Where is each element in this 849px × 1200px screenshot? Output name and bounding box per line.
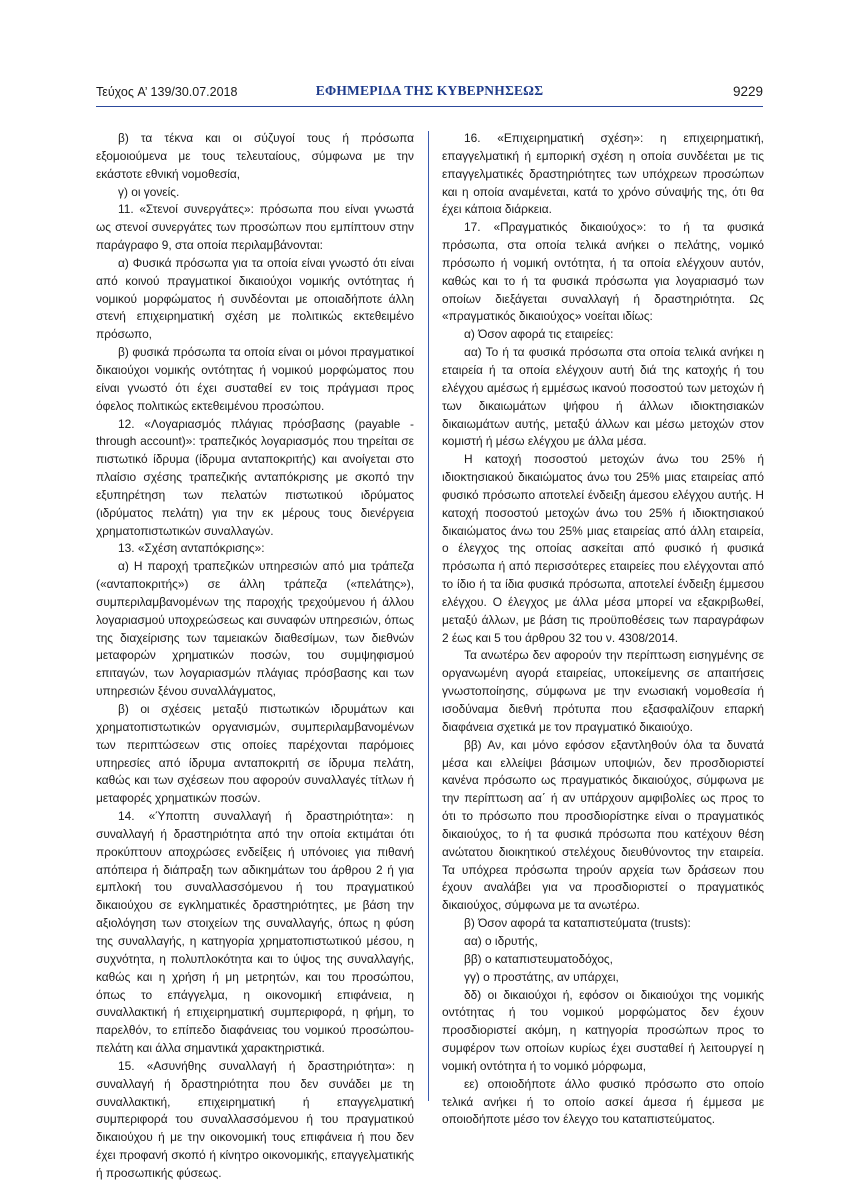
paragraph: γγ) ο προστάτης, αν υπάρχει,: [464, 969, 619, 984]
paragraph: 12. «Λογαριασμός πλάγιας πρόσβασης (payable - through account)»: τραπεζικός λογαριασμός που τηρείται σε πιστωτικό ίδρυμα (ίδρυμα ανταποκριτής) και ανοίγεται στο πλαίσιο σχέσης τραπεζικής ανταπόκρισης με σκοπό την εξυπηρέτηση των πελατών πιστωτικού ιδρύματος (ιδρύματος πελάτη) για την εκ μέρους τους διενέργεια χρηματοπιστωτικών συναλλαγών.: [96, 416, 414, 538]
paragraph: ββ) Αν, και μόνο εφόσον εξαντληθούν όλα τα δυνατά μέσα και ελλείψει βάσιμων υποψιών, δεν προσδιοριστεί κανένα πρόσωπο ως πραγματικός δικαιούχος, σύμφωνα με την περίπτωση αα΄ ή αν υπάρχουν αμφιβολίες ως προς το ότι το πρόσωπο που προσδιορίστηκε είναι ο πραγματικός δικαιούχος, το ή τα φυσικά πρόσωπα που κατέχουν θέση ανώτατου διοικητικού στελέχους διευθύνοντος την εταιρεία. Τα υπόχρεα πρόσωπα τηρούν αρχεία των δράσεων που έχουν αναλάβει για να προσδιοριστεί ο πραγματικός δικαιούχος, σύμφωνα με τα ανωτέρω.: [442, 737, 764, 913]
paragraph: α) Όσον αφορά τις εταιρείες:: [464, 327, 614, 342]
paragraph: β) φυσικά πρόσωπα τα οποία είναι οι μόνοι πραγματικοί δικαιούχοι νομικής οντότητας ή νομικού μορφώματος που είναι γνωστό ότι έχει συσταθεί εν τοις πράγμασι προς όφελος πολιτικώς εκτεθειμένου προσώπου.: [96, 345, 414, 413]
paragraph: εε) οποιοδήποτε άλλο φυσικό πρόσωπο στο οποίο τελικά ανήκει ή το οποίο ασκεί άμεσα ή έμμεσα με οποιοδήποτε μέσο τον έλεγχο του καταπιστεύματος.: [442, 1076, 764, 1127]
left-column: [96, 130, 414, 1183]
paragraph: ββ) ο καταπιστευματοδόχος,: [464, 951, 613, 966]
paragraph: αα) Το ή τα φυσικά πρόσωπα στα οποία τελικά ανήκει η εταιρεία ή τα οποία ελέγχουν αυτή διά της κατοχής ή του ελέγχου αμέσως ή εμμέσως ικανού ποσοστού των μετοχών ή των δικαιωμάτων ψήφου ή άλλων ιδιοκτησιακών δικαιωμάτων αυτής, μεταξύ άλλων και μέσω μετοχών στον κομιστή ή μέσω ελέγχου με άλλα μέσα.: [442, 345, 764, 449]
paragraph: Τα ανωτέρω δεν αφορούν την περίπτωση εισηγμένης σε οργανωμένη αγορά εταιρείας, υποκείμενης σε απαιτήσεις γνωστοποίησης, σύμφωνα με την ενωσιακή νομοθεσία ή ισοδύναμα διεθνή πρότυπα που εξασφαλίζουν επαρκή διαφάνεια σχετικά με τον πραγματικό δικαιούχο.: [442, 648, 764, 734]
paragraph: 15. «Ασυνήθης συναλλαγή ή δραστηριότητα»: η συναλλαγή ή δραστηριότητα που δεν συνάδει με τη συναλλακτική, επιχειρηματική ή επαγγελματική συμπεριφορά του συναλλασσόμενου ή του πραγματικού δικαιούχου ή με την οικονομική τους επιφάνεια ή που δεν έχει προφανή σκοπό ή κίνητρο οικονομικής, επαγγελματικής ή προσωπικής φύσεως.: [96, 1058, 414, 1180]
gazette-title: ΕΦΗΜΕΡΙΔΑ ΤΗΣ ΚΥΒΕΡΝΗΣΕΩΣ: [315, 83, 544, 98]
paragraph: 13. «Σχέση ανταπόκρισης»:: [118, 541, 265, 556]
paragraph: β) τα τέκνα και οι σύζυγοί τους ή πρόσωπα εξομοιούμενα με τους τελευταίους, σύμφωνα με την εκάστοτε εθνική νομοθεσία,: [96, 131, 414, 181]
right-column: [442, 130, 764, 1129]
paragraph: α) Φυσικά πρόσωπα για τα οποία είναι γνωστό ότι είναι από κοινού πραγματικοί δικαιούχοι νομικής οντότητας ή νομικού μορφώματος ή συνδέονται με οποιαδήποτε άλλη στενή επιχειρηματική σχέση με πολιτικώς εκτεθειμένο πρόσωπο,: [96, 255, 414, 342]
column-divider: [428, 131, 429, 1101]
paragraph: δδ) οι δικαιούχοι ή, εφόσον οι δικαιούχοι της νομικής οντότητας ή του νομικού μορφώματος δεν έχουν προσδιοριστεί ακόμη, η κατηγορία προσώπων προς το συμφέρον των οποίων κυρίως έχει συσταθεί ή λειτουργεί η νομική οντότητα ή το νομικό μόρφωμα,: [442, 987, 764, 1073]
paragraph: 17. «Πραγματικός δικαιούχος»: το ή τα φυσικά πρόσωπα, στα οποία τελικά ανήκει ο πελάτης, νομικό πρόσωπο ή νομική οντότητα, ή τα οποία ελέγχουν αυτόν, καθώς και το ή τα φυσικά πρόσωπα για λογαριασμό των οποίων διεξάγεται συναλλαγή ή δραστηριότητα. Ως «πραγματικός δικαιούχος» νοείται ιδίως:: [442, 220, 764, 324]
page-number: 9229: [732, 84, 763, 99]
paragraph: β) Όσον αφορά τα καταπιστεύματα (trusts):: [464, 916, 691, 931]
paragraph: α) Η παροχή τραπεζικών υπηρεσιών από μια τράπεζα («ανταποκριτής») σε άλλη τράπεζα («πελάτης»), συμπεριλαμβανομένων της παροχής τρεχούμενου ή άλλου λογαριασμού υποχρεώσεως και συναφών υπηρεσιών, όπως της διαχείρισης των ταμειακών διαθεσίμων, των διεθνών μεταφορών χρηματικών ποσών, του συμψηφισμού επιταγών, των λογαριασμών πλάγιας πρόσβασης και των υπηρεσιών ξένου συναλλάγματος,: [96, 559, 414, 699]
paragraph: β) οι σχέσεις μεταξύ πιστωτικών ιδρυμάτων και χρηματοπιστωτικών οργανισμών, συμπεριλαμβανομένων των περιπτώσεων στις οποίες παρέχονται παρόμοιες υπηρεσίες από ίδρυμα ανταποκριτή σε ίδρυμα πελάτη, καθώς και των σχέσεων που αφορούν συναλλαγές τίτλων ή μεταφορές χρηματικών ποσών.: [96, 702, 414, 806]
paragraph: αα) ο ιδρυτής,: [464, 933, 538, 948]
header-rule: [96, 106, 763, 107]
issue-reference: Τεύχος A’ 139/30.07.2018: [96, 85, 238, 99]
paragraph: 11. «Στενοί συνεργάτες»: πρόσωπα που είναι γνωστά ως στενοί συνεργάτες των προσώπων που εμπίπτουν στην παράγραφο 9, στα οποία περιλαμβάνονται:: [96, 202, 414, 253]
page-header: [96, 83, 763, 105]
paragraph: 16. «Επιχειρηματική σχέση»: η επιχειρηματική, επαγγελματική ή εμπορική σχέση η οποία συνδέεται με τις επαγγελματικές δραστηριότητες των υπόχρεων προσώπων και η οποία αναμένεται, κατά το χρόνο σύναψής της, ότι θα έχει κάποια διάρκεια.: [442, 131, 764, 217]
paragraph: 14. «Ύποπτη συναλλαγή ή δραστηριότητα»: η συναλλαγή ή δραστηριότητα από την οποία εκτιμάται ότι προκύπτουν αποχρώσες ενδείξεις ή υπόνοιες για πιθανή απόπειρα ή διάπραξη των αδικημάτων του άρθρου 2 ή για εμπλοκή του συναλλασσόμενου ή του πραγματικού δικαιούχου σε εγκληματικές δραστηριότητες, με βάση την αξιολόγηση των στοιχείων της συναλλαγής, όπως η φύση της συναλλαγής, η κατηγορία χρηματοπιστωτικού μέσου, η συχνότητα, η πολυπλοκότητα και το ύψος της συναλλαγής, καθώς και η χρήση ή μη μετρητών, και του προσώπου, όπως το επάγγελμα, η οικονομική επιφάνεια, η συναλλακτική ή επιχειρηματική συμπεριφορά, η φήμη, το παρελθόν, το επίπεδο διαφάνειας του νομικού προσώπου-πελάτη και άλλα σημαντικά χαρακτηριστικά.: [96, 809, 414, 1056]
paragraph: γ) οι γονείς.: [118, 184, 180, 199]
paragraph: Η κατοχή ποσοστού μετοχών άνω του 25% ή ιδιοκτησιακού δικαιώματος άνω του 25% μιας εταιρείας από φυσικό πρόσωπο αποτελεί ένδειξη άμεσου ελέγχου αυτής. Η κατοχή ποσοστού μετοχών άνω του 25% ή ιδιοκτησιακού δικαιώματος άνω του 25% μιας εταιρείας από άλλη εταιρεία, ο έλεγχος της οποίας ασκείται από φυσικό ή φυσικά πρόσωπα ή από περισσότερες εταιρείες που ελέγχονται από το ίδιο ή τα ίδια φυσικά πρόσωπα, αποτελεί ένδειξη έμμεσου ελέγχου. Ο έλεγχος με άλλα μέσα μπορεί να εξακριβωθεί, μεταξύ άλλων, με βάση τις προϋποθέσεις των παραγράφων 2 έως και 5 του άρθρου 32 του ν. 4308/2014.: [442, 452, 764, 645]
